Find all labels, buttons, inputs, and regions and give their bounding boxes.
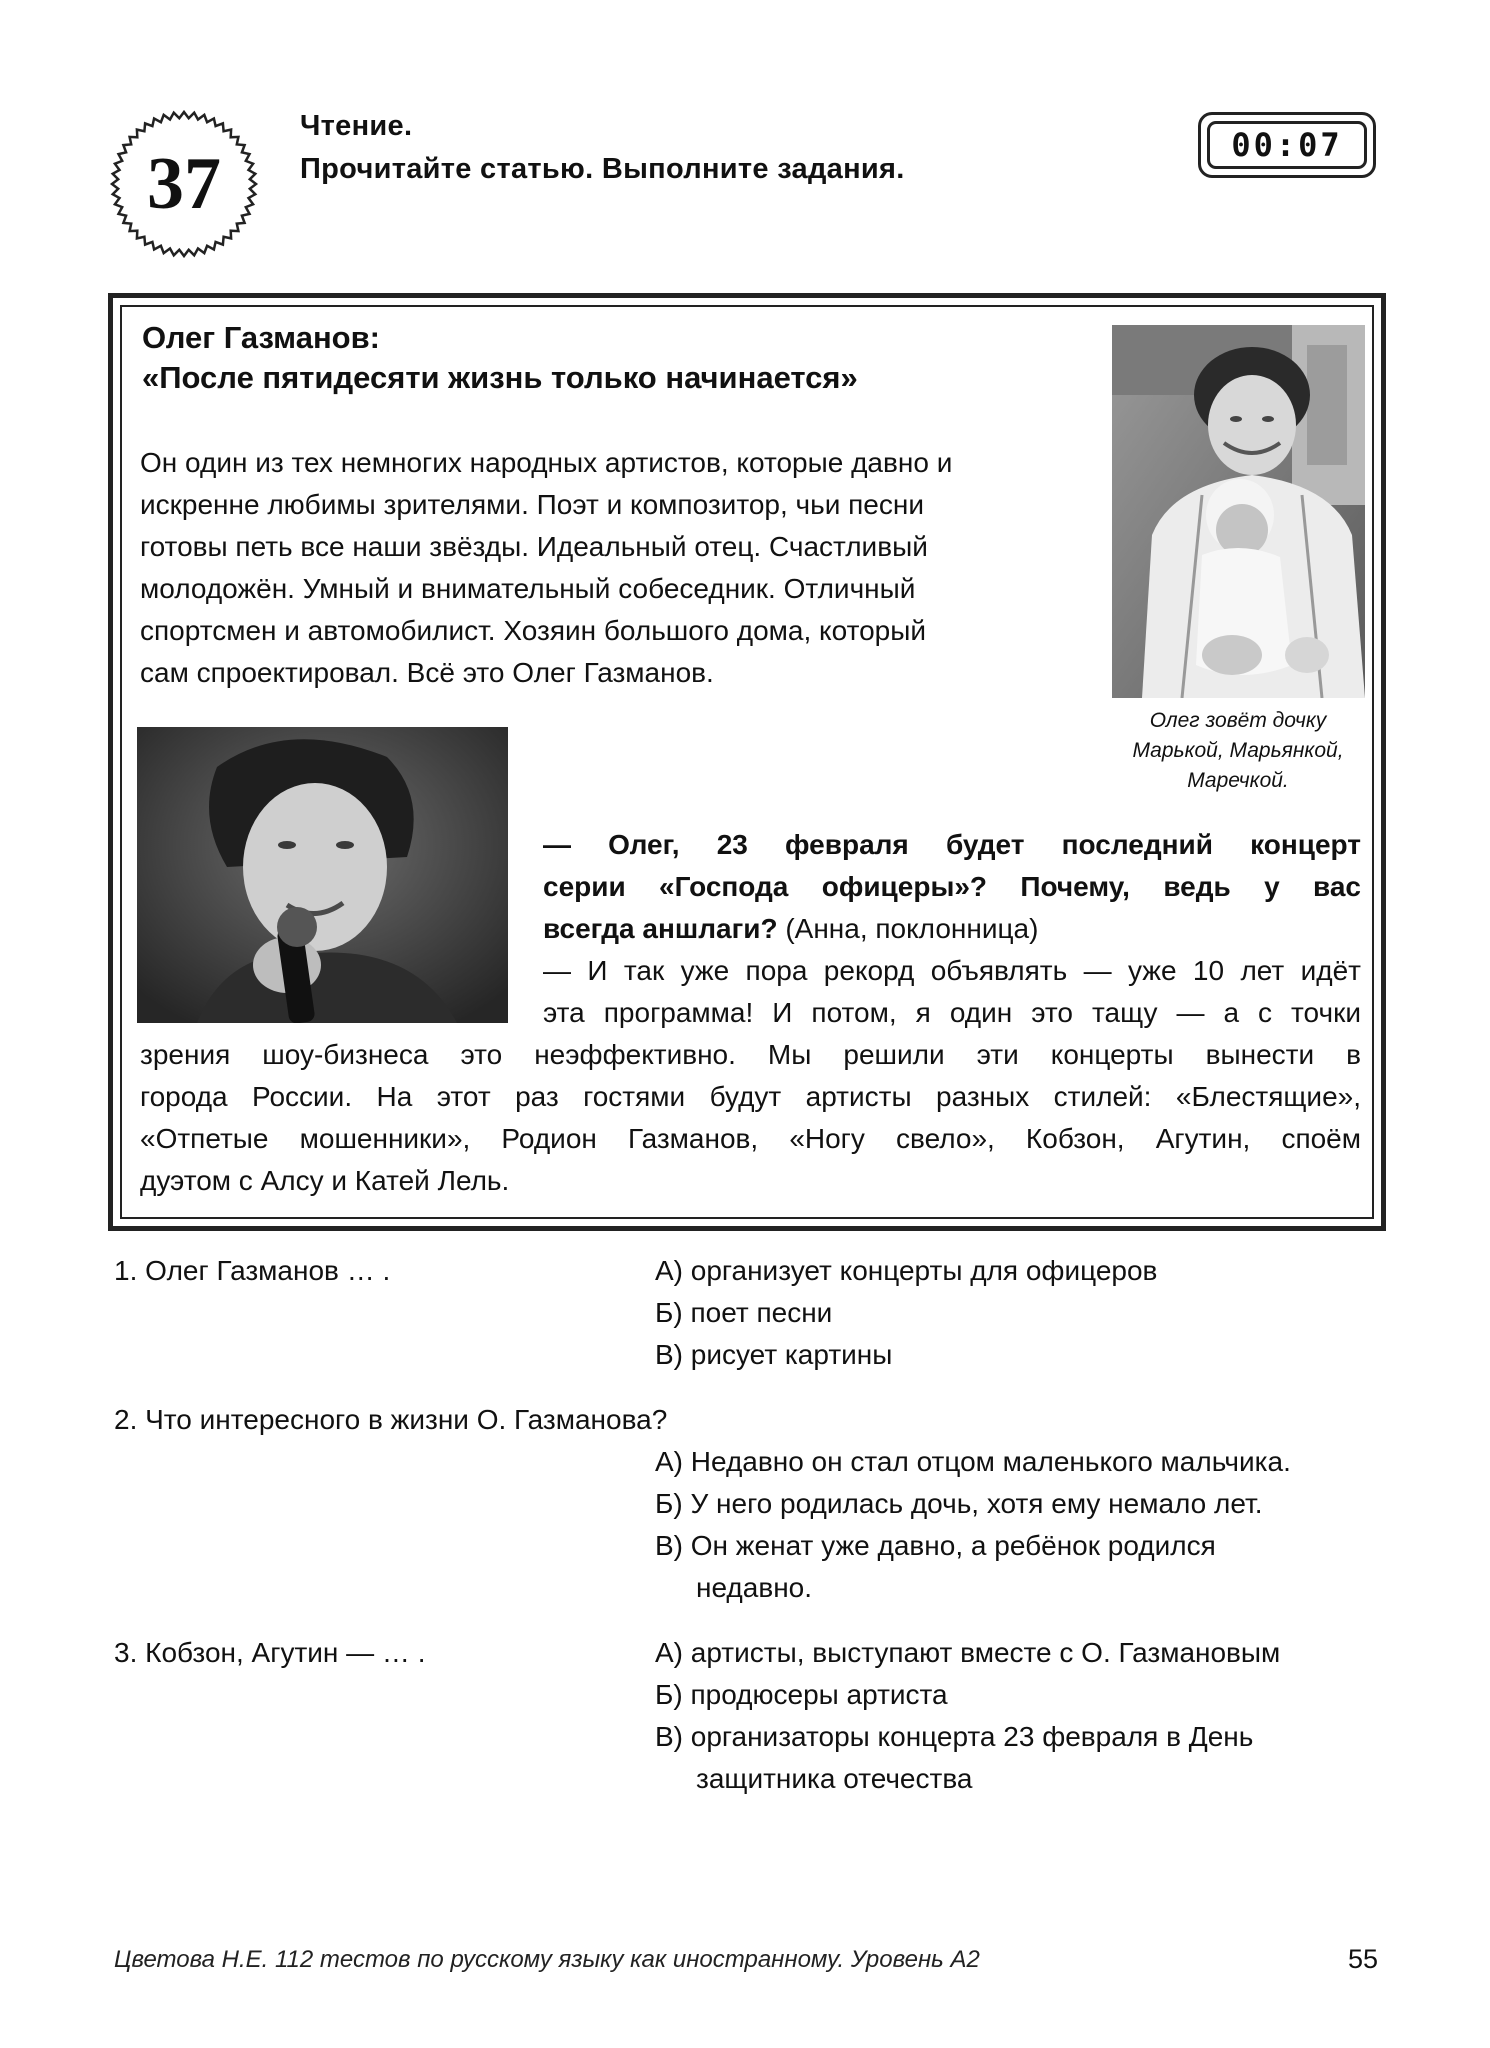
question-2-stem: 2. Что интересного в жизни О. Газманова? (114, 1404, 668, 1435)
text-line: сам спроектировал. Всё это Олег Газманов. (140, 657, 714, 688)
question-3-stem: 3. Кобзон, Агутин — … . (114, 1637, 426, 1668)
text-line: молодожён. Умный и внимательный собеседник. Отличный (140, 573, 916, 604)
caption-line: Олег зовёт дочку (1149, 709, 1327, 732)
question-line-last (543, 908, 1361, 950)
answer-line: зрения шоу-бизнеса это неэффективно. Мы решили эти концерты вынести в (140, 1039, 1361, 1070)
question-2-option-a[interactable]: А) Недавно он стал отцом маленького мальчика. (655, 1446, 1291, 1477)
question-1-stem: 1. Олег Газманов … . (114, 1255, 391, 1286)
caption-line: Маречкой. (1187, 769, 1289, 792)
question-line: серии «Господа офицеры»? Почему, ведь у вас (543, 871, 1361, 902)
answer-line: дуэтом с Алсу и Катей Лель. (140, 1165, 510, 1196)
answer-line: города России. На этот раз гостями будут артисты разных стилей: «Блестящие», (140, 1081, 1361, 1112)
caption-line: Марькой, Марьянкой, (1132, 739, 1344, 762)
question-3-option-b[interactable]: Б) продюсеры артиста (655, 1679, 948, 1710)
interview-question (543, 824, 1361, 950)
answer-line: эта программа! И потом, я один это тащу — а с точки (543, 997, 1361, 1028)
question-2-option-c-cont[interactable]: недавно. (696, 1572, 813, 1603)
task-instruction: Прочитайте статью. Выполните задания. (300, 153, 905, 185)
question-3-option-c[interactable]: В) организаторы концерта 23 февраля в День (655, 1721, 1254, 1752)
question-3-option-a[interactable]: А) артисты, выступают вместе с О. Газмановым (655, 1637, 1281, 1668)
question-attribution: (Анна, поклонница) (785, 913, 1039, 944)
answer-line: «Отпетые мошенники», Родион Газманов, «Ногу свело», Кобзон, Агутин, споём (140, 1123, 1361, 1154)
question-1-option-b[interactable]: Б) поет песни (655, 1297, 833, 1328)
page-number: 55 (1348, 1944, 1379, 1974)
article-title-quote: «После пятидесяти жизнь только начинается» (142, 360, 858, 395)
text-line: искренне любимы зрителями. Поэт и композитор, чьи песни (140, 489, 924, 520)
text-line: готовы петь все наши звёзды. Идеальный отец. Счастливый (140, 531, 928, 562)
photo-caption (1090, 706, 1386, 796)
question-2-option-c[interactable]: В) Он женат уже давно, а ребёнок родился (655, 1530, 1216, 1561)
question-1-option-a[interactable]: А) организует концерты для офицеров (655, 1255, 1158, 1286)
book-reference: Цветова Н.Е. 112 тестов по русскому языку как иностранному. Уровень А2 (114, 1946, 980, 1973)
question-line-end: всегда аншлаги? (543, 913, 778, 944)
interview-answer-rest (140, 1034, 1361, 1202)
question-2-option-b[interactable]: Б) У него родилась дочь, хотя ему немало лет. (655, 1488, 1263, 1519)
photo-singer-with-microphone (137, 727, 508, 1023)
question-line: — Олег, 23 февраля будет последний концерт (543, 829, 1361, 860)
article-intro (140, 442, 1068, 694)
answer-line: — И так уже пора рекорд объявлять — уже 10 лет идёт (543, 955, 1361, 986)
photo-father-with-daughter (1112, 325, 1365, 698)
article-title-name: Олег Газманов: (142, 320, 380, 355)
text-line: спортсмен и автомобилист. Хозяин большого дома, который (140, 615, 926, 646)
question-3-option-c-cont[interactable]: защитника отечества (696, 1763, 973, 1794)
interview-answer-start (543, 950, 1361, 1034)
question-1-option-c[interactable]: В) рисует картины (655, 1339, 893, 1370)
timer-value: 00:07 (1207, 121, 1367, 169)
section-label: Чтение. (300, 110, 413, 142)
timer (1198, 112, 1376, 178)
task-number: 37 (147, 142, 221, 225)
text-line: Он один из тех немногих народных артистов, которые давно и (140, 447, 953, 478)
